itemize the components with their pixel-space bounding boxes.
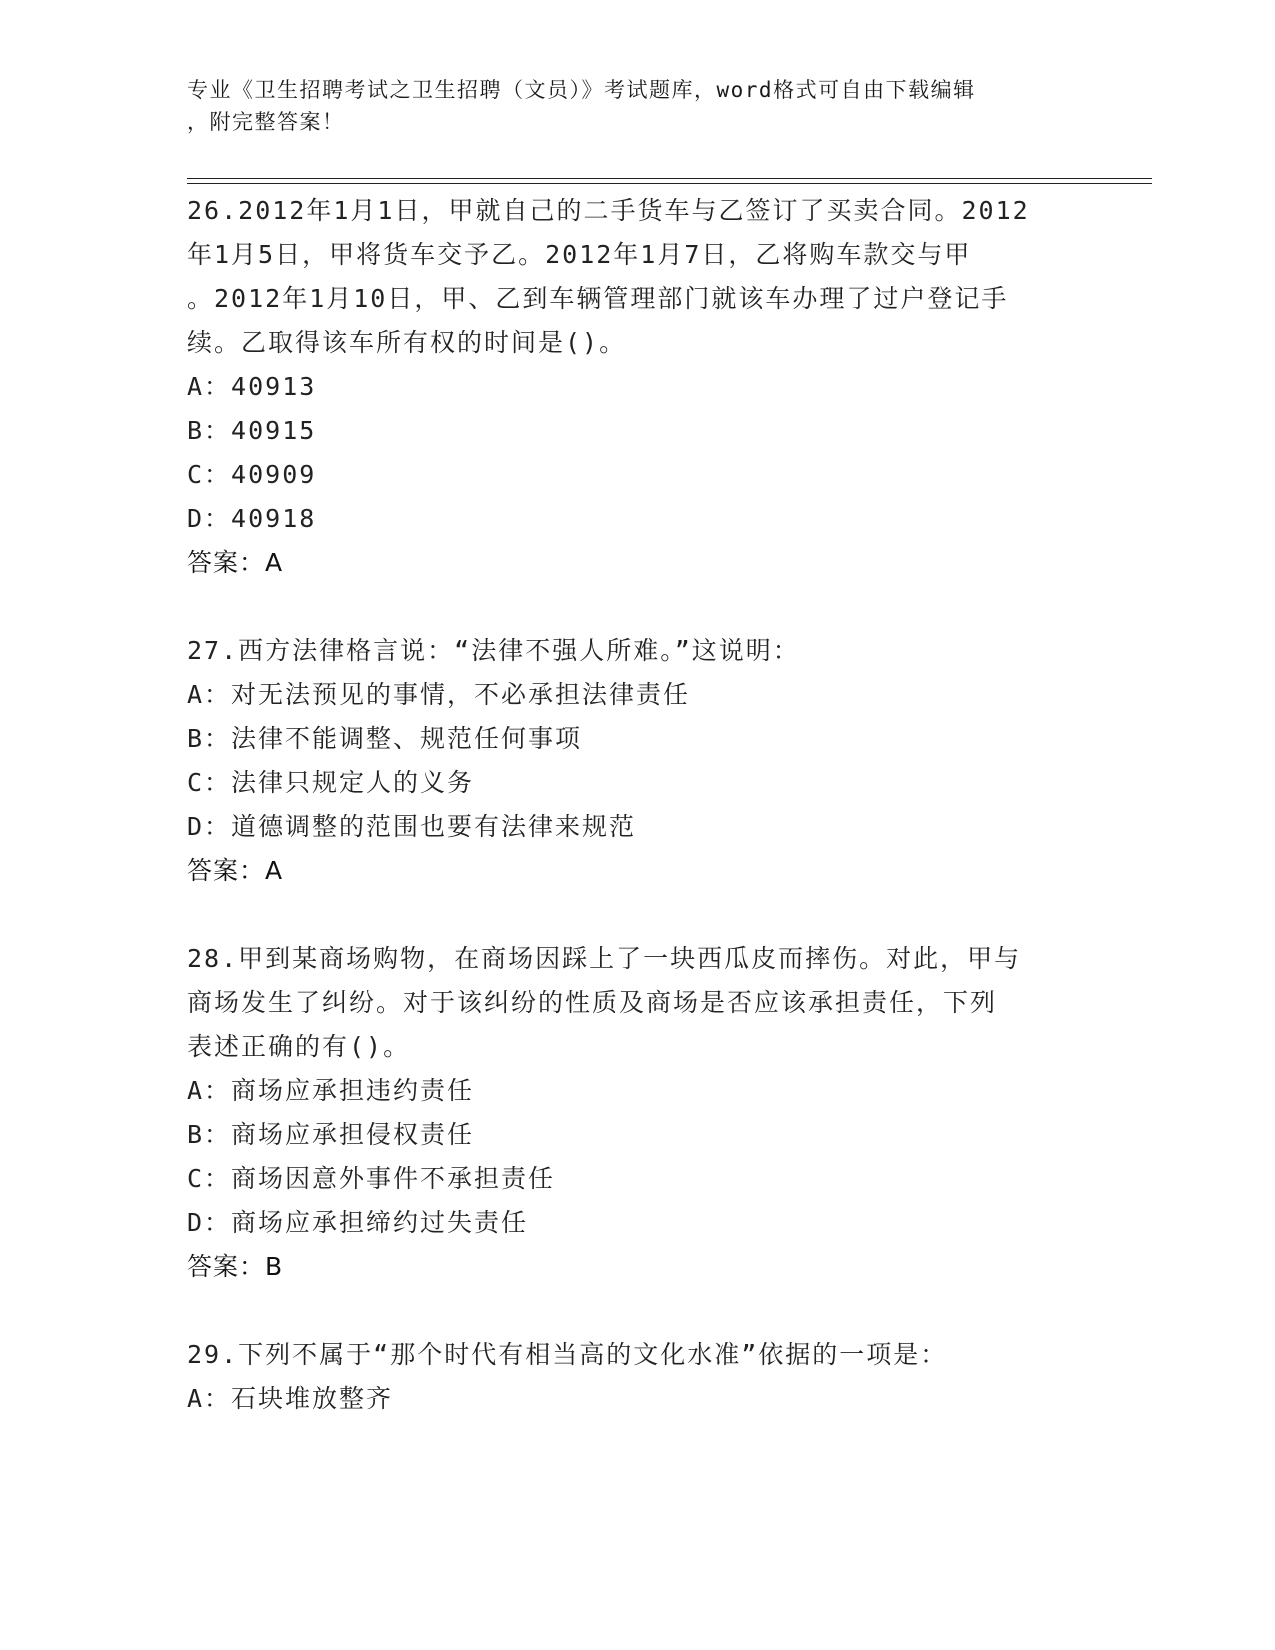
- option-a: A：对无法预见的事情，不必承担法律责任: [187, 680, 691, 709]
- header-line-1: 专业《卫生招聘考试之卫生招聘（文员）》考试题库，word格式可自由下载编辑: [187, 78, 976, 102]
- answer-line: 答案：A: [187, 548, 284, 577]
- option-d: D：商场应承担缔约过失责任: [187, 1208, 529, 1237]
- answer-line: 答案：B: [187, 1252, 284, 1281]
- option-a: A：40913: [187, 372, 317, 401]
- header-divider-bottom: [187, 183, 1152, 184]
- question-stem-line: 28.甲到某商场购物，在商场因踩上了一块西瓜皮而摔伤。对此，甲与: [187, 944, 1022, 973]
- answer-line: 答案：A: [187, 856, 284, 885]
- question-stem-line: 续。乙取得该车所有权的时间是()。: [187, 328, 627, 357]
- document-header: [187, 74, 1067, 138]
- question-stem-line: 29.下列不属于“那个时代有相当高的文化水准”依据的一项是：: [187, 1340, 948, 1369]
- option-b: B：法律不能调整、规范任何事项: [187, 724, 583, 753]
- option-d: D：道德调整的范围也要有法律来规范: [187, 812, 637, 841]
- header-line-2: ，附完整答案！: [187, 110, 345, 134]
- question-stem-line: 商场发生了纠纷。对于该纠纷的性质及商场是否应该承担责任，下列: [187, 988, 998, 1017]
- question-stem-line: 26.2012年1月1日，甲就自己的二手货车与乙签订了买卖合同。2012: [187, 196, 1030, 225]
- option-c: C：40909: [187, 460, 317, 489]
- question-stem-line: 年1月5日，甲将货车交予乙。2012年1月7日，乙将购车款交与甲: [187, 240, 972, 269]
- question-stem-line: 27.西方法律格言说：“法律不强人所难。”这说明：: [187, 636, 800, 665]
- question-stem-line: 。2012年1月10日，甲、乙到车辆管理部门就该车办理了过户登记手: [187, 284, 1009, 313]
- option-b: B：商场应承担侵权责任: [187, 1120, 475, 1149]
- option-a: A：商场应承担违约责任: [187, 1076, 475, 1105]
- option-d: D：40918: [187, 504, 317, 533]
- option-c: C：商场因意外事件不承担责任: [187, 1164, 556, 1193]
- option-c: C：法律只规定人的义务: [187, 768, 475, 797]
- option-a: A：石块堆放整齐: [187, 1384, 394, 1413]
- question-stem-line: 表述正确的有()。: [187, 1032, 411, 1061]
- header-divider-top: [187, 178, 1152, 179]
- option-b: B：40915: [187, 416, 317, 445]
